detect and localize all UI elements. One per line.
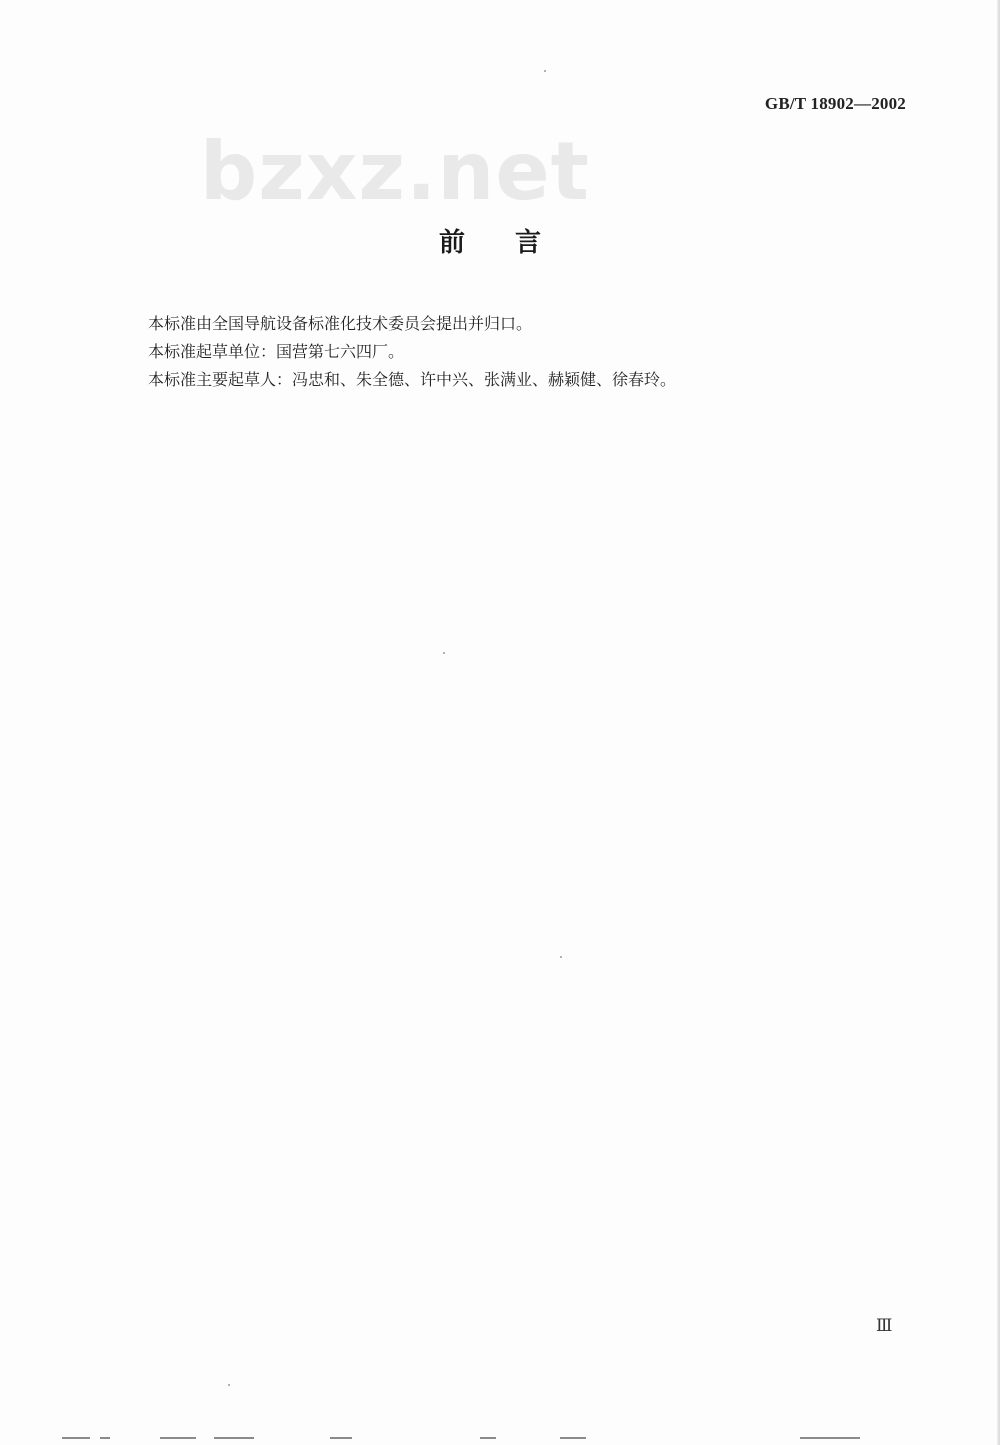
- page-title: 前言: [438, 228, 591, 258]
- page-number: Ⅲ: [876, 1316, 893, 1335]
- foreword-line: 本标准主要起草人：冯忠和、朱全德、许中兴、张满业、赫颖健、徐春玲。: [148, 370, 677, 389]
- scan-speck: [544, 70, 546, 72]
- scan-edge-noise: [160, 1437, 196, 1439]
- scan-edge-noise: [100, 1437, 110, 1439]
- scan-speck: [443, 652, 445, 654]
- scan-edge-noise: [560, 1437, 586, 1439]
- standard-code: GB/T 18902—2002: [764, 94, 906, 113]
- foreword-line: 本标准起草单位：国营第七六四厂。: [148, 342, 405, 361]
- watermark: bzxz.net: [200, 125, 590, 218]
- scan-edge-noise: [214, 1437, 254, 1439]
- scan-edge-noise: [480, 1437, 496, 1439]
- scan-edge-noise: [330, 1437, 352, 1439]
- scan-edge-noise: [800, 1437, 860, 1439]
- foreword-body: [148, 310, 868, 394]
- scan-speck: [228, 1384, 230, 1386]
- foreword-line: 本标准由全国导航设备标准化技术委员会提出并归口。: [148, 314, 533, 333]
- scan-speck: [560, 956, 562, 958]
- scan-edge-noise: [62, 1437, 90, 1439]
